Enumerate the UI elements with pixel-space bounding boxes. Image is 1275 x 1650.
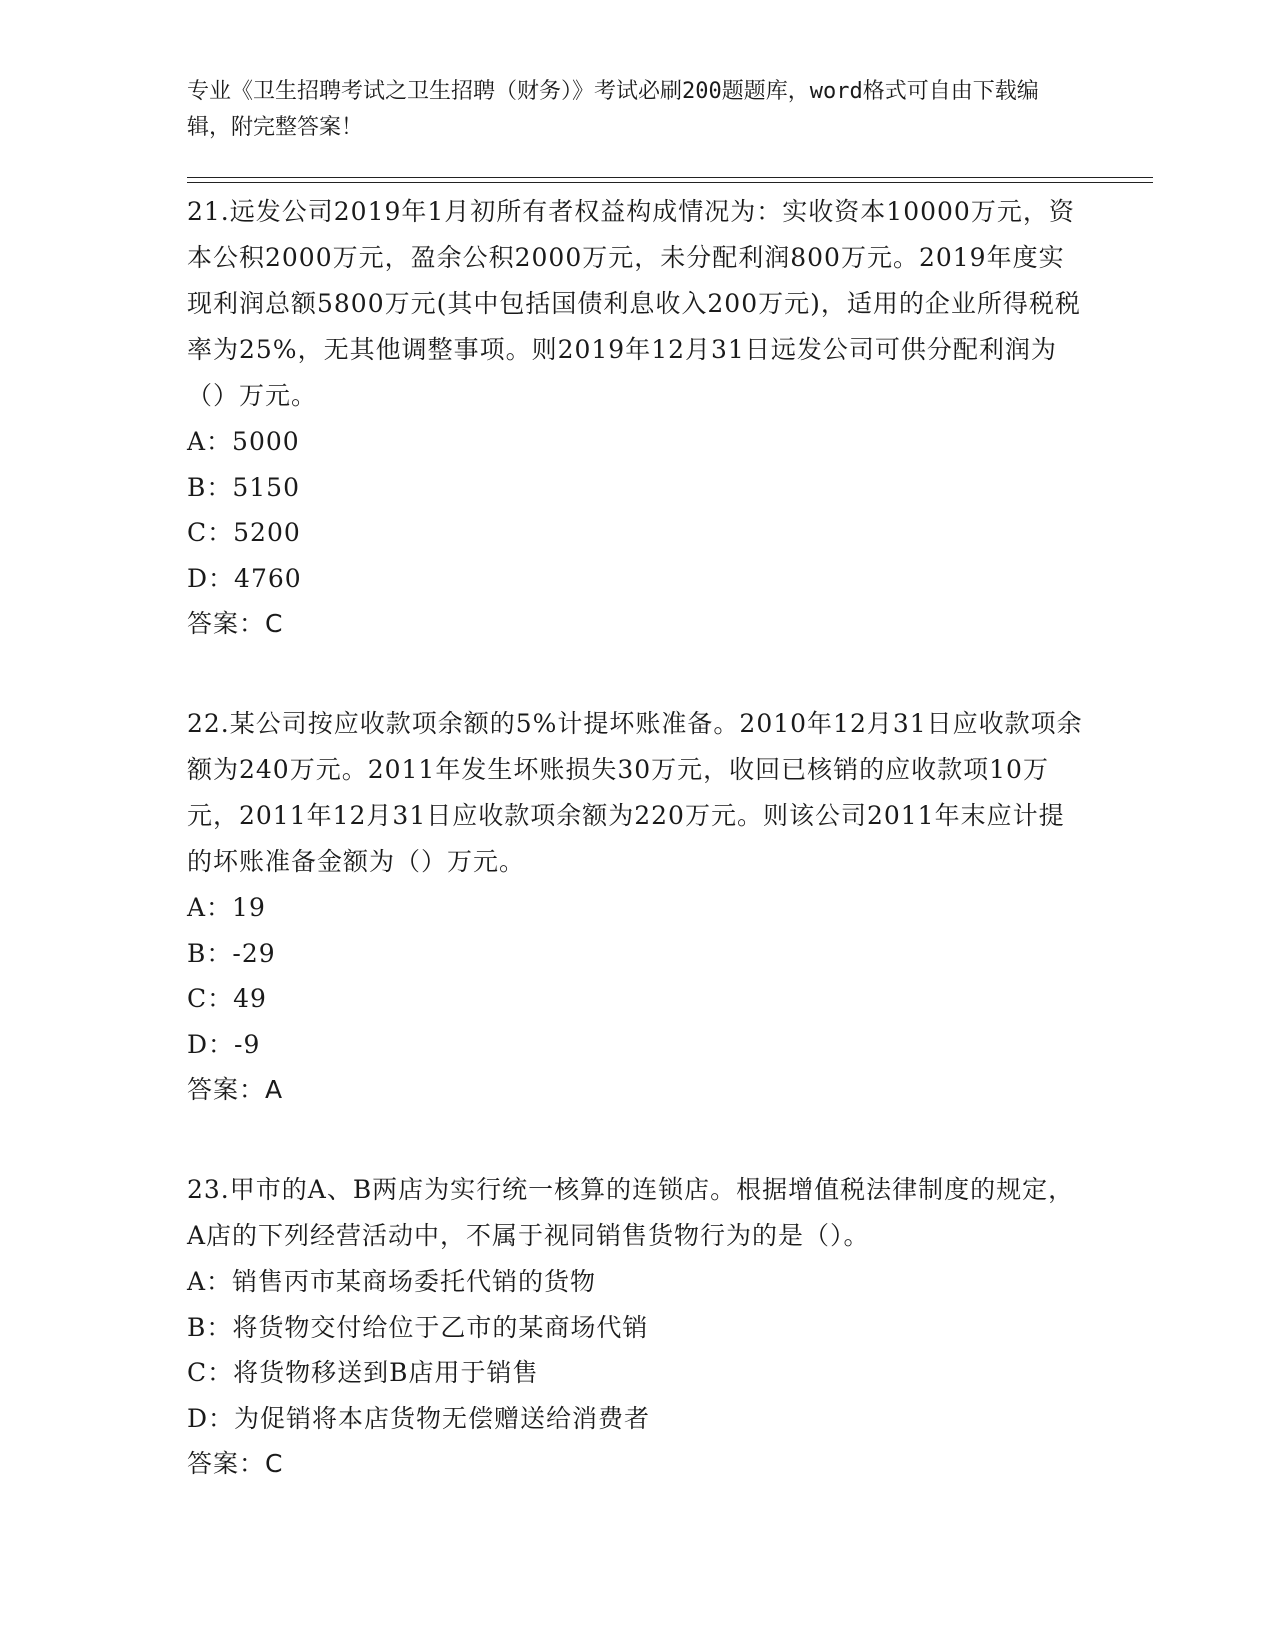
option-b: B：5150 [187, 472, 300, 502]
option-b: B：-29 [187, 938, 276, 968]
option-c: C：5200 [187, 518, 301, 547]
question-23 [187, 1167, 1087, 1487]
answer: 答案：A [187, 1075, 284, 1104]
document-header: 专业《卫生招聘考试之卫生招聘（财务）》考试必刷200题题库，word格式可自由下载编辑，附完整答案！ [187, 79, 1039, 140]
option-a: A：销售丙市某商场委托代销的货物 [187, 1267, 597, 1296]
answer: 答案：C [187, 609, 284, 638]
question-text: 21.远发公司2019年1月初所有者权益构成情况为：实收资本10000万元，资本公积2000万元，盈余公积2000万元，未分配利润800万元。2019年度实现利润总额5800万元(其中包括国债利息收入200万元)，适用的企业所得税税率为25%，无其他调整事项。则2019年12月31日远发公司可供分配利润为（）万元。 [187, 197, 1081, 410]
header-divider-bottom [187, 182, 1153, 183]
option-b: B：将货物交付给位于乙市的某商场代销 [187, 1312, 649, 1342]
question-21 [187, 189, 1087, 647]
question-list [187, 189, 1087, 1541]
option-d: D：为促销将本店货物无偿赠送给消费者 [187, 1403, 651, 1433]
option-c: C：将货物移送到B店用于销售 [187, 1358, 539, 1387]
header-divider-top [187, 177, 1153, 178]
option-d: D：-9 [187, 1029, 261, 1059]
option-c: C：49 [187, 984, 267, 1013]
answer: 答案：C [187, 1449, 284, 1478]
option-a: A：19 [187, 893, 266, 922]
option-d: D：4760 [187, 563, 302, 593]
question-text: 22.某公司按应收款项余额的5%计提坏账准备。2010年12月31日应收款项余额为240万元。2011年发生坏账损失30万元，收回已核销的应收款项10万元，2011年12月31日应收款项余额为220万元。则该公司2011年末应计提的坏账准备金额为（）万元。 [187, 709, 1083, 876]
question-text: 23.甲市的A、B两店为实行统一核算的连锁店。根据增值税法律制度的规定，A店的下列经营活动中，不属于视同销售货物行为的是（）。 [187, 1175, 1075, 1250]
option-a: A：5000 [187, 427, 300, 456]
question-22 [187, 701, 1087, 1113]
